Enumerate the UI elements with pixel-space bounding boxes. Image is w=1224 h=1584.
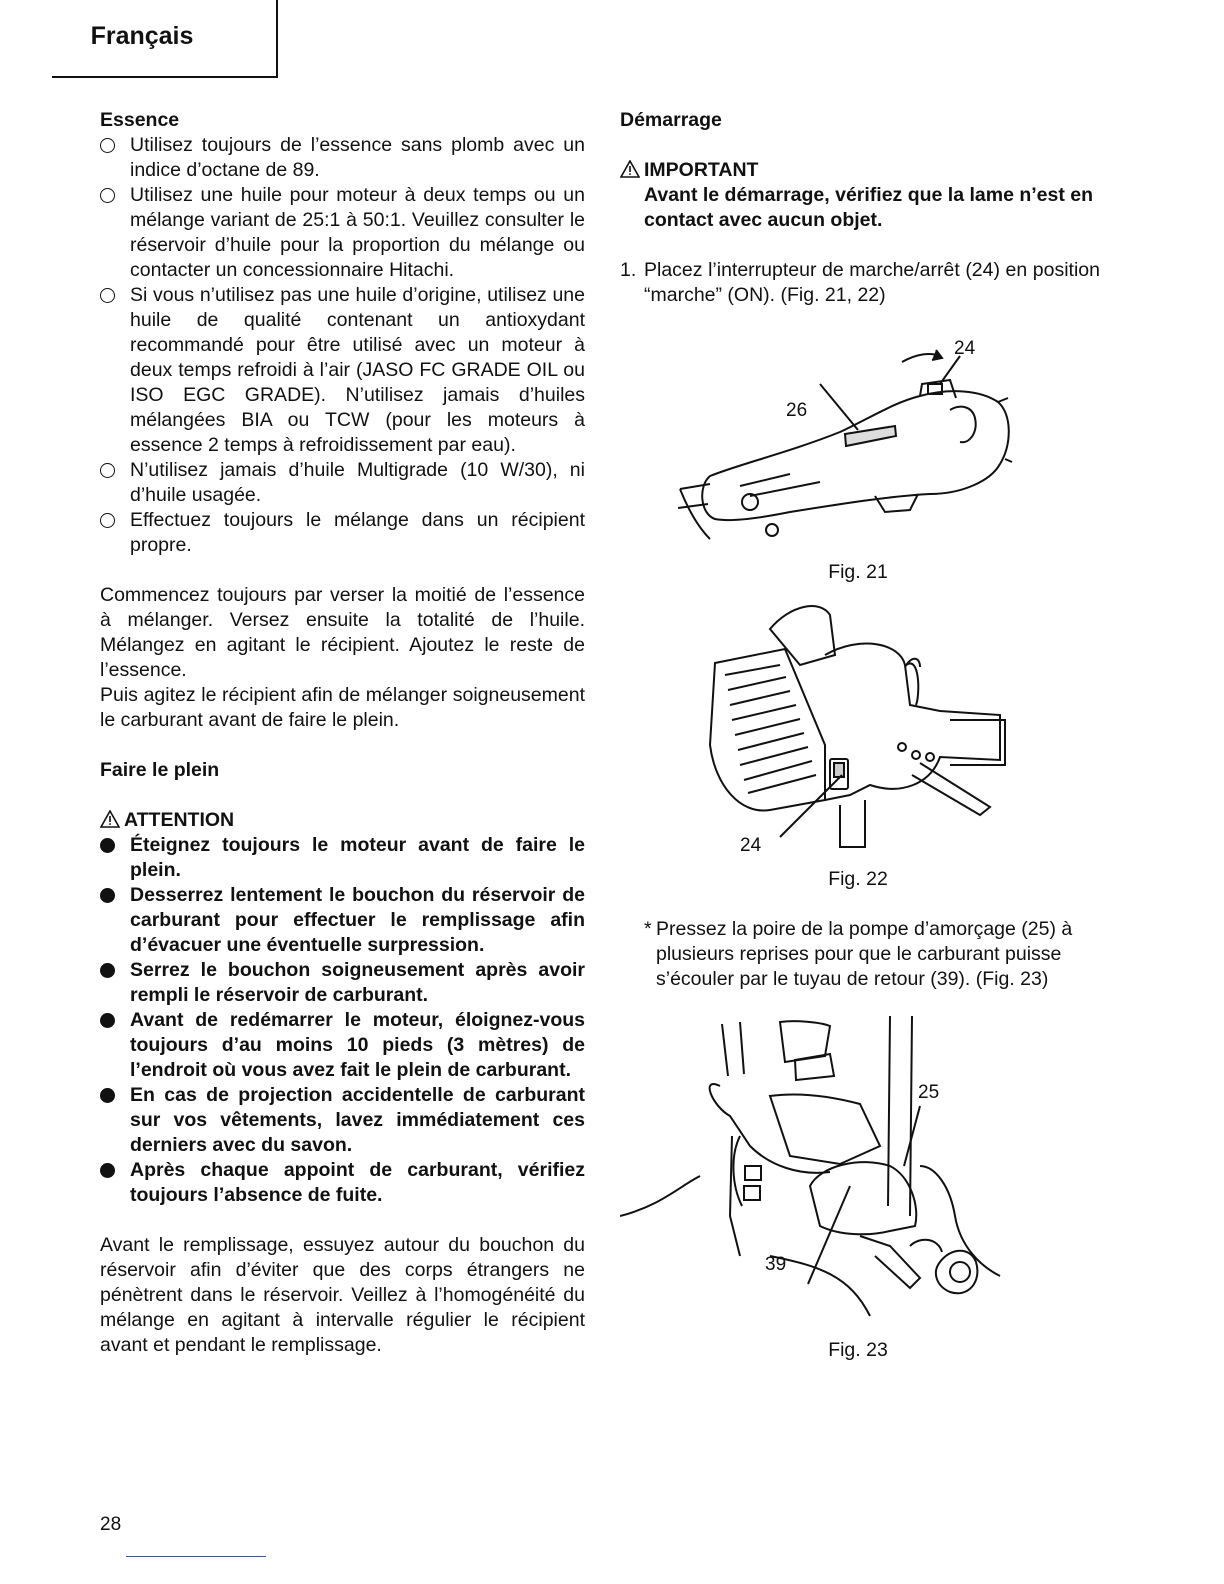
primer-note	[644, 917, 1100, 992]
callout-24: 24	[954, 338, 976, 359]
mix-paragraph-1: Commencez toujours par verser la moitié de l’essence à mélanger. Versez ensuite la totalité de l’huile. Mélangez en agitant le récipient. Ajoutez le reste de l’essence.	[100, 584, 585, 681]
engine-switch-illustration	[620, 595, 1100, 867]
callout-25: 25	[918, 1082, 940, 1103]
list-item: Utilisez toujours de l’essence sans plomb avec un indice d’octane de 89.	[100, 133, 585, 183]
list-item: Desserrez lentement le bouchon du réservoir de carburant pour effectuer le remplissage afin d’évacuer une éventuelle surpression.	[100, 883, 585, 958]
step-text: Placez l’interrupteur de marche/arrêt (24) en position “marche” (ON). (Fig. 21, 22)	[644, 259, 1100, 306]
note-asterisk: *	[644, 918, 652, 940]
right-column	[620, 108, 1100, 1363]
callout-26: 26	[786, 400, 808, 421]
list-item: Utilisez une huile pour moteur à deux temps ou un mélange variant de 25:1 à 50:1. Veuillez consulter le réservoir d’huile pour la proportion du mélange ou contacter un concessionnaire Hitachi.	[100, 183, 585, 283]
important-label: IMPORTANT	[644, 159, 759, 181]
step-1	[620, 258, 1100, 308]
note-text: Pressez la poire de la pompe d’amorçage (25) à plusieurs reprises pour que le carburant puisse s’écouler par le tuyau de retour (39). (Fig. 23)	[656, 918, 1073, 990]
list-item: Avant de redémarrer le moteur, éloignez-vous toujours d’au moins 10 pieds (3 mètres) de l’endroit où vous avez fait le plein de carburant.	[100, 1008, 585, 1083]
trimmer-handle-illustration	[620, 314, 1100, 560]
important-heading	[620, 158, 1100, 183]
refuel-heading: Faire le plein	[100, 759, 220, 781]
figure-22	[620, 595, 1100, 867]
figure-21	[620, 314, 1100, 560]
left-column	[100, 108, 585, 1358]
essence-heading: Essence	[100, 109, 180, 131]
attention-label: ATTENTION	[124, 809, 235, 831]
callout-39: 39	[765, 1254, 787, 1275]
figure-23-caption: Fig. 23	[828, 1339, 888, 1361]
list-item: En cas de projection accidentelle de carburant sur vos vêtements, lavez immédiatement ces derniers avec du savon.	[100, 1083, 585, 1158]
warning-triangle-icon	[100, 810, 120, 828]
list-item: N’utilisez jamais d’huile Multigrade (10 W/30), ni d’huile usagée.	[100, 458, 585, 508]
figure-23	[620, 1016, 1100, 1338]
primer-bulb-illustration	[620, 1016, 1100, 1338]
language-title: Français	[90, 22, 194, 50]
callout-24: 24	[740, 835, 762, 856]
figure-22-caption: Fig. 22	[828, 868, 888, 890]
attention-list	[100, 833, 585, 1208]
list-item: Après chaque appoint de carburant, vérifiez toujours l’absence de fuite.	[100, 1158, 585, 1208]
page-number: 28	[100, 1514, 122, 1535]
closing-paragraph: Avant le remplissage, essuyez autour du bouchon du réservoir afin d’éviter que des corps étrangers ne pénètrent dans le réservoir. Veillez à l’homogénéité du mélange en agitant à intervalle régulier le récipient avant et pendant le remplissage.	[100, 1234, 585, 1356]
list-item: Si vous n’utilisez pas une huile d’origine, utilisez une huile de qualité contenant un antioxydant recommandé pour être utilisé avec un moteur à deux temps refroidi à l’air (JASO FC GRADE OIL ou ISO EGC GRADE). N’utilisez jamais d’huiles mélangées BIA ou TCW (pour les moteurs à essence 2 temps à refroidissement par eau).	[100, 283, 585, 458]
list-item: Éteignez toujours le moteur avant de faire le plein.	[100, 833, 585, 883]
mix-paragraph-2: Puis agitez le récipient afin de mélanger soigneusement le carburant avant de faire le plein.	[100, 684, 585, 731]
essence-list	[100, 133, 585, 558]
step-number: 1.	[620, 259, 637, 281]
warning-triangle-icon	[620, 160, 640, 178]
important-text: Avant le démarrage, vérifiez que la lame n’est en contact avec aucun objet.	[644, 184, 1094, 231]
attention-heading	[100, 808, 585, 833]
figure-21-caption: Fig. 21	[828, 561, 888, 583]
list-item: Effectuez toujours le mélange dans un récipient propre.	[100, 508, 585, 558]
start-heading: Démarrage	[620, 109, 722, 131]
list-item: Serrez le bouchon soigneusement après avoir rempli le réservoir de carburant.	[100, 958, 585, 1008]
footer-rule	[126, 1556, 266, 1557]
